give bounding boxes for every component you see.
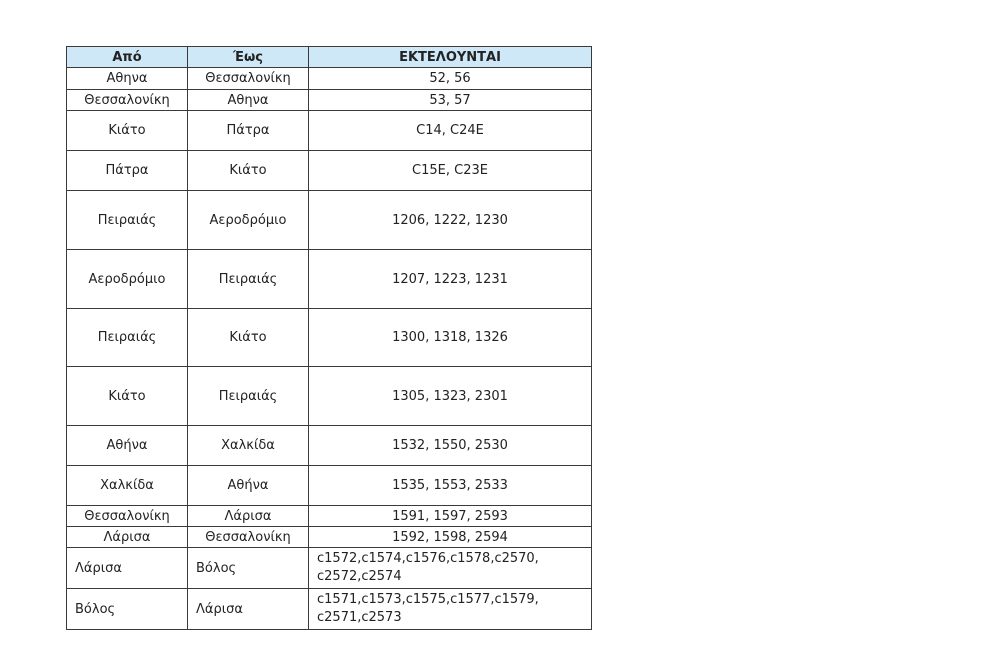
cell-trains: 1305, 1323, 2301 bbox=[309, 367, 592, 426]
cell-to: Αθήνα bbox=[188, 466, 309, 506]
cell-from: Αθηνα bbox=[67, 68, 188, 90]
table-row bbox=[67, 367, 592, 426]
header-row bbox=[67, 47, 592, 68]
cell-to: Κιάτο bbox=[188, 309, 309, 367]
table-row bbox=[67, 250, 592, 309]
cell-from: Πάτρα bbox=[67, 151, 188, 191]
cell-trains: 1592, 1598, 2594 bbox=[309, 527, 592, 548]
cell-trains: c1572,c1574,c1576,c1578,c2570, c2572,c2574 bbox=[309, 548, 592, 589]
cell-from: Λάρισα bbox=[67, 527, 188, 548]
cell-trains: 1532, 1550, 2530 bbox=[309, 426, 592, 466]
cell-to: Βόλος bbox=[188, 548, 309, 589]
cell-from: Θεσσαλονίκη bbox=[67, 506, 188, 527]
cell-to: Θεσσαλονίκη bbox=[188, 527, 309, 548]
header-from: Από bbox=[67, 47, 188, 68]
cell-from: Πειραιάς bbox=[67, 309, 188, 367]
cell-to: Αθηνα bbox=[188, 90, 309, 111]
cell-to: Χαλκίδα bbox=[188, 426, 309, 466]
cell-to: Θεσσαλονίκη bbox=[188, 68, 309, 90]
cell-from: Θεσσαλονίκη bbox=[67, 90, 188, 111]
cell-from: Κιάτο bbox=[67, 367, 188, 426]
cell-from: Αθήνα bbox=[67, 426, 188, 466]
cell-to: Λάρισα bbox=[188, 506, 309, 527]
cell-to: Αεροδρόμιο bbox=[188, 191, 309, 250]
table-row bbox=[67, 589, 592, 630]
cell-trains: C14, C24E bbox=[309, 111, 592, 151]
cell-to: Λάρισα bbox=[188, 589, 309, 630]
schedule-table bbox=[66, 46, 592, 630]
cell-trains: 1300, 1318, 1326 bbox=[309, 309, 592, 367]
cell-trains: C15E, C23E bbox=[309, 151, 592, 191]
header-trains: ΕΚΤΕΛΟΥΝΤΑΙ bbox=[309, 47, 592, 68]
cell-from: Βόλος bbox=[67, 589, 188, 630]
cell-from: Αεροδρόμιο bbox=[67, 250, 188, 309]
header-to: Έως bbox=[188, 47, 309, 68]
table-row bbox=[67, 68, 592, 90]
cell-trains: 1591, 1597, 2593 bbox=[309, 506, 592, 527]
table-row bbox=[67, 111, 592, 151]
cell-to: Πειραιάς bbox=[188, 250, 309, 309]
cell-trains: 1207, 1223, 1231 bbox=[309, 250, 592, 309]
table-row bbox=[67, 309, 592, 367]
cell-to: Κιάτο bbox=[188, 151, 309, 191]
table-row bbox=[67, 151, 592, 191]
cell-trains: 1206, 1222, 1230 bbox=[309, 191, 592, 250]
table-row bbox=[67, 527, 592, 548]
cell-trains: 53, 57 bbox=[309, 90, 592, 111]
cell-from: Κιάτο bbox=[67, 111, 188, 151]
table-row bbox=[67, 191, 592, 250]
table-row bbox=[67, 426, 592, 466]
cell-trains: c1571,c1573,c1575,c1577,c1579, c2571,c2573 bbox=[309, 589, 592, 630]
table-row bbox=[67, 506, 592, 527]
table-row bbox=[67, 466, 592, 506]
cell-to: Πάτρα bbox=[188, 111, 309, 151]
cell-from: Λάρισα bbox=[67, 548, 188, 589]
cell-to: Πειραιάς bbox=[188, 367, 309, 426]
cell-from: Χαλκίδα bbox=[67, 466, 188, 506]
table-row bbox=[67, 548, 592, 589]
cell-from: Πειραιάς bbox=[67, 191, 188, 250]
cell-trains: 1535, 1553, 2533 bbox=[309, 466, 592, 506]
cell-trains: 52, 56 bbox=[309, 68, 592, 90]
table-row bbox=[67, 90, 592, 111]
